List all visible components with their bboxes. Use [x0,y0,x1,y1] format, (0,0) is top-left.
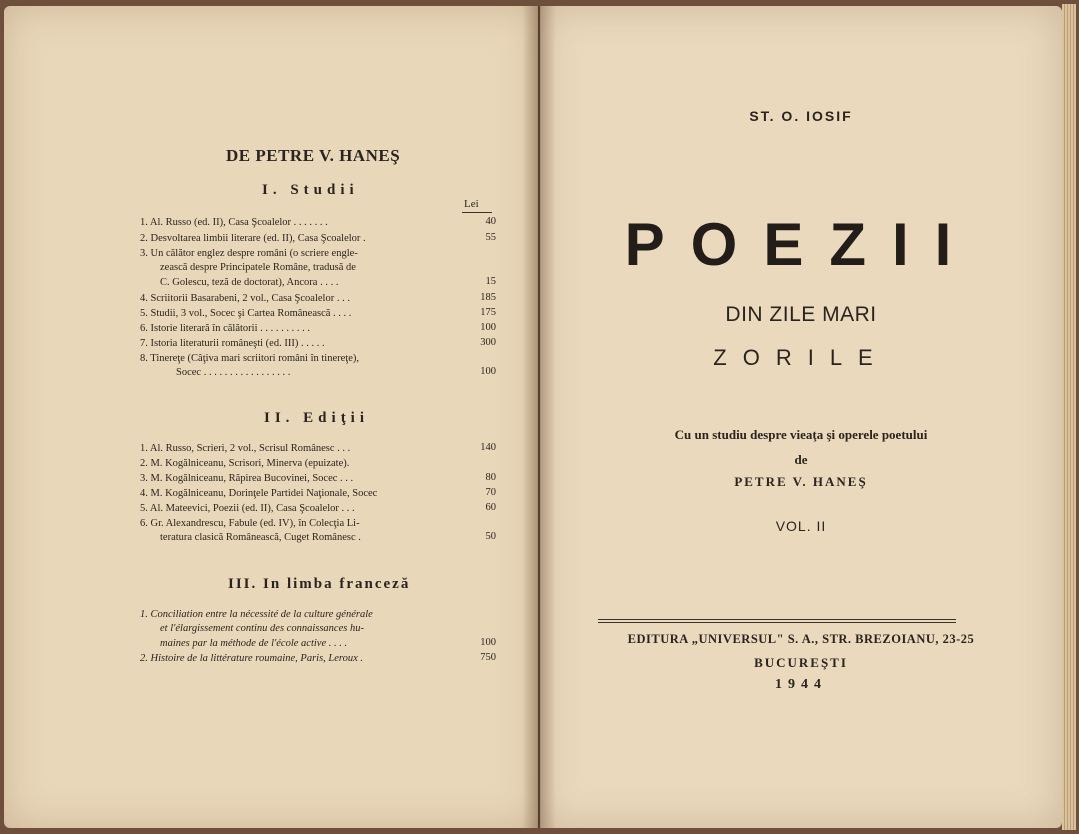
entry-line: 6. Gr. Alexandrescu, Fabule (ed. IV), în Colecţia Li- [140,518,360,529]
publisher-line: EDITURA „UNIVERSUL" S. A., STR. BREZOIANU, 23-25 [627,632,975,646]
right-page [540,6,1062,828]
studii-price-6: 100 [480,322,496,333]
studii-price-8: 100 [480,366,496,377]
editii-price-6: 50 [485,531,496,542]
studii-price-7: 300 [480,337,496,348]
entry-line: maines par la méthode de l'école active . . . . [160,638,348,649]
section-title-editii: II. Ediţii [264,410,370,426]
studii-entry-3 [140,247,358,261]
studii-entry-1 [140,216,328,230]
franceza-price-1: 100 [480,637,496,648]
studii-entry-6 [140,322,310,336]
entry-line: 2. M. Kogălniceanu, Scrisori, Minerva (epuizate). [140,458,350,469]
study-author: PETRE V. HANEŞ [734,474,868,489]
editii-entry-1 [140,442,350,456]
editii-price-1: 140 [480,442,496,453]
entry-line: zească despre Principatele Române, tradusă de [160,262,356,273]
editii-price-4: 70 [485,487,496,498]
entry-line: 4. M. Kogălniceanu, Dorinţele Partidei Naţionale, Socec [140,488,378,499]
publisher-city: BUCUREŞTI [754,655,848,670]
subtitle-din-zile-mari: DIN ZILE MARI [725,303,877,326]
editii-price-5: 60 [485,502,496,513]
entry-line: 1. Al. Russo (ed. II), Casa Şcoalelor . . . . . . . [140,217,328,228]
entry-line: 8. Tinereţe (Câţiva mari scriitori români în tinereţe), [140,353,359,364]
entry-line: 6. Istorie literară în călătorii . . . . . . . . . . [140,323,310,334]
left-page-heading: DE PETRE V. HANEŞ [226,146,401,165]
studii-entry-2 [140,232,366,246]
editii-entry-6 [140,517,360,531]
franceza-entry-2 [140,652,363,666]
study-line: Cu un studiu despre vieaţa şi operele poetului [674,427,928,442]
franceza-entry-1 [140,608,373,622]
entry-line: Socec . . . . . . . . . . . . . . . . . [176,367,291,378]
entry-line: 5. Al. Mateevici, Poezii (ed. II), Casa Şcoalelor . . . [140,503,355,514]
volume-label: VOL. II [775,518,827,534]
entry-line: 4. Scriitorii Basarabeni, 2 vol., Casa Şcoalelor . . . [140,293,350,304]
entry-line: 1. Conciliation entre la nécessité de la culture générale [140,609,373,620]
publisher-rule-bottom [598,622,956,623]
entry-line: 2. Desvoltarea limbii literare (ed. II), Casa Şcoalelor . [140,233,366,244]
section-title-franceza: III. In limba franceză [228,576,411,592]
entry-line: 5. Studii, 3 vol., Socec şi Cartea Românească . . . . [140,308,352,319]
entry-line: 3. Un călător englez despre români (o scriere engle- [140,248,358,259]
editii-entry-3 [140,472,353,486]
price-header-rule [462,212,492,213]
subtitle-zorile: ZORILE [713,345,889,370]
entry-line: teratura clasică Românească, Cuget Românesc . [160,532,361,543]
page-edges [1062,4,1076,830]
editii-entry-5 [140,502,355,516]
editii-entry-4 [140,487,377,501]
price-column-header: Lei [464,198,479,210]
studii-price-3: 15 [485,276,496,287]
entry-line: C. Golescu, teză de doctorat), Ancora . . . . [160,277,339,288]
studii-price-2: 55 [485,232,496,243]
entry-line: 7. Istoria literaturii româneşti (ed. III) . . . . . [140,338,325,349]
studii-entry-7 [140,337,325,351]
studii-price-1: 40 [485,216,496,227]
entry-line: et l'élargissement continu des connaissances hu- [160,623,364,634]
studii-entry-3-cont [160,261,356,275]
studii-entry-3-cont2 [160,276,338,290]
publisher-rule-top [598,619,956,620]
section-title-studii: I. Studii [262,182,359,198]
studii-entry-8-cont [176,366,290,380]
franceza-price-2: 750 [480,652,496,663]
entry-line: 1. Al. Russo, Scrieri, 2 vol., Scrisul Românesc . . . [140,443,351,454]
studii-entry-4 [140,292,350,306]
editii-entry-2 [140,457,349,471]
book-spine [522,6,556,828]
editii-price-3: 80 [485,472,496,483]
studii-price-4: 185 [480,292,496,303]
publication-year: 1944 [775,677,827,692]
book-title: POEZII [624,211,978,278]
studii-price-5: 175 [480,307,496,318]
editii-entry-6-cont [160,531,361,545]
franceza-entry-1-cont2 [160,637,347,651]
study-de: de [794,452,808,467]
franceza-entry-1-cont [160,622,364,636]
entry-line: 3. M. Kogălniceanu, Răpirea Bucovinei, Socec . . . [140,473,354,484]
studii-entry-5 [140,307,351,321]
author-name: ST. O. IOSIF [749,108,853,124]
entry-line: 2. Histoire de la littérature roumaine, Paris, Leroux . [140,653,364,664]
studii-entry-8 [140,352,359,366]
